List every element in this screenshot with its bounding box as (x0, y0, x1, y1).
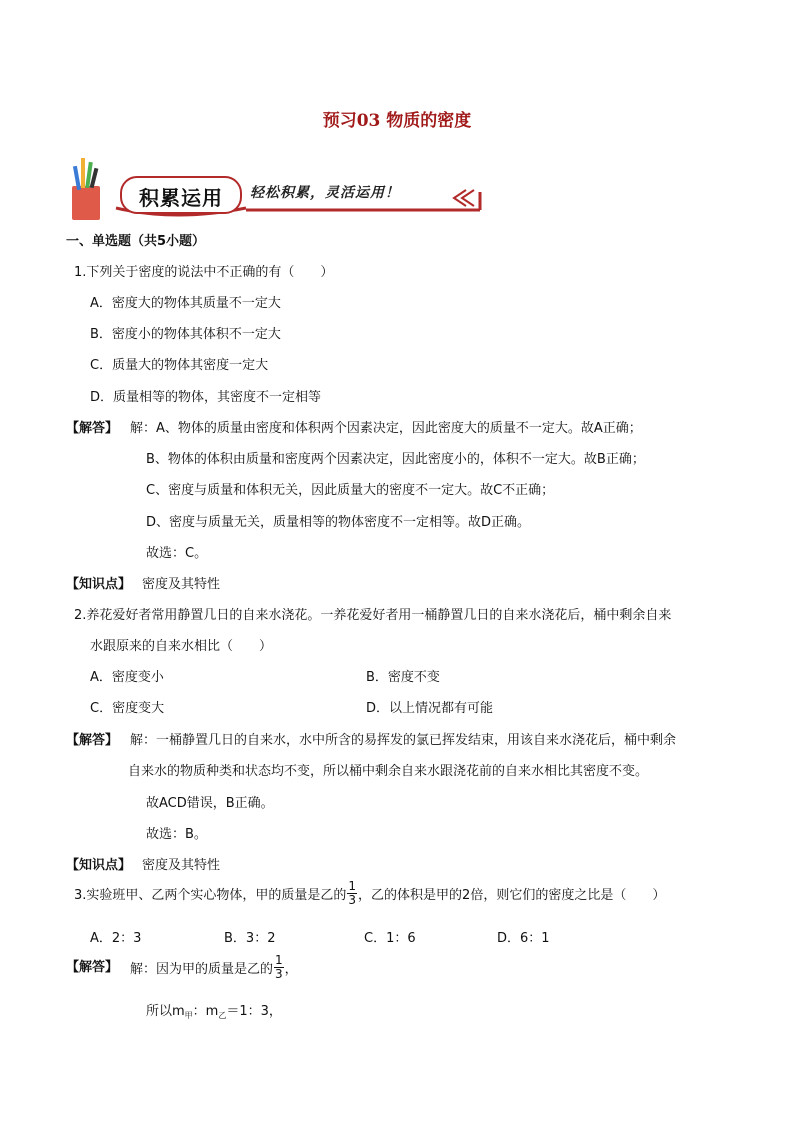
q2-knowledge-tag: 【知识点】 (66, 858, 132, 873)
q3-option-a: A．2：3 (90, 931, 142, 946)
q2-answer-line: 解：一桶静置几日的自来水，水中所含的易挥发的氯已挥发结束，用该自来水浇花后，桶中剩余 (130, 733, 677, 748)
pen-holder-icon (72, 158, 100, 220)
q1-stem: 1.下列关于密度的说法中不正确的有（ ） (74, 265, 334, 280)
q3-stem-text: 3.实验班甲、乙两个实心物体，甲的质量是乙的 (74, 888, 347, 903)
q3-answer-line: 所以$m_甲$：$m_乙=1$：3， (146, 1004, 282, 1020)
fraction: $\frac{1}{3}$ (275, 953, 283, 981)
q2-option-b: B．密度不变 (366, 670, 440, 685)
q3-answer-tag: 【解答】 (66, 960, 119, 975)
fraction: $\frac{1}{3}$ (348, 879, 357, 907)
q2-option-a: A．密度变小 (90, 670, 164, 685)
q3-stem (74, 879, 666, 909)
q2-option-c: C．密度变大 (90, 701, 165, 716)
banner-main-label: 积累运用 (139, 186, 223, 210)
q3-option-c: C．1：6 (364, 931, 416, 946)
q1-option-a: A．密度大的物体其质量不一定大 (90, 296, 281, 311)
q3-option-b: B．3：2 (224, 931, 276, 946)
q2-stem: 2.养花爱好者常用静置几日的自来水浇花。一养花爱好者用一桶静置几日的自来水浇花后，桶中剩余自来 (74, 608, 672, 623)
q1-answer-line: B、物体的体积由质量和密度两个因素决定，因此密度小的，体积不一定大。故B正确； (146, 452, 645, 467)
q1-answer-line: D、密度与质量无关，质量相等的物体密度不一定相等。故D正确。 (146, 515, 531, 530)
q1-knowledge: 密度及其特性 (142, 577, 221, 592)
q2-option-d: D．以上情况都有可能 (366, 701, 494, 716)
page-title: 预习03 物质的密度 (322, 111, 472, 131)
q2-answer-line: 故ACD错误，B正确。 (146, 796, 274, 811)
q1-answer-line: C、密度与质量和体积无关，因此质量大的密度不一定大。故C不正确； (146, 483, 555, 498)
q3-stem-text: ，乙的体积是甲的2倍，则它们的密度之比是（ ） (358, 888, 666, 903)
banner-subtitle: 轻松积累，灵活运用！ (250, 185, 400, 201)
q2-answer-line: 故选：B。 (146, 827, 207, 842)
section-heading: 一、单选题（共5小题） (66, 234, 206, 249)
q3-answer-line: 解：因为甲的质量是乙的 $\frac{1}{3}$ ， (130, 953, 298, 981)
q1-answer-line: 故选：C。 (146, 546, 208, 561)
q1-option-c: C．质量大的物体其密度一定大 (90, 358, 269, 373)
q1-answer-line: 解：A、物体的质量由密度和体积两个因素决定，因此密度大的质量不一定大。故A正确； (130, 421, 642, 436)
banner-main-badge (120, 176, 242, 214)
q1-knowledge-tag: 【知识点】 (66, 577, 132, 592)
q1-option-d: D．质量相等的物体，其密度不一定相等 (90, 390, 322, 405)
q1-answer-tag: 【解答】 (66, 421, 119, 436)
q2-knowledge: 密度及其特性 (142, 858, 221, 873)
q3-option-d: D．6：1 (497, 931, 550, 946)
q2-stem-cont: 水跟原来的自来水相比（ ） (90, 639, 273, 654)
q2-answer-line: 自来水的物质种类和状态均不变，所以桶中剩余自来水跟浇花前的自来水相比其密度不变。 (128, 764, 649, 779)
q1-option-b: B．密度小的物体其体积不一定大 (90, 327, 281, 342)
q2-answer-tag: 【解答】 (66, 733, 119, 748)
